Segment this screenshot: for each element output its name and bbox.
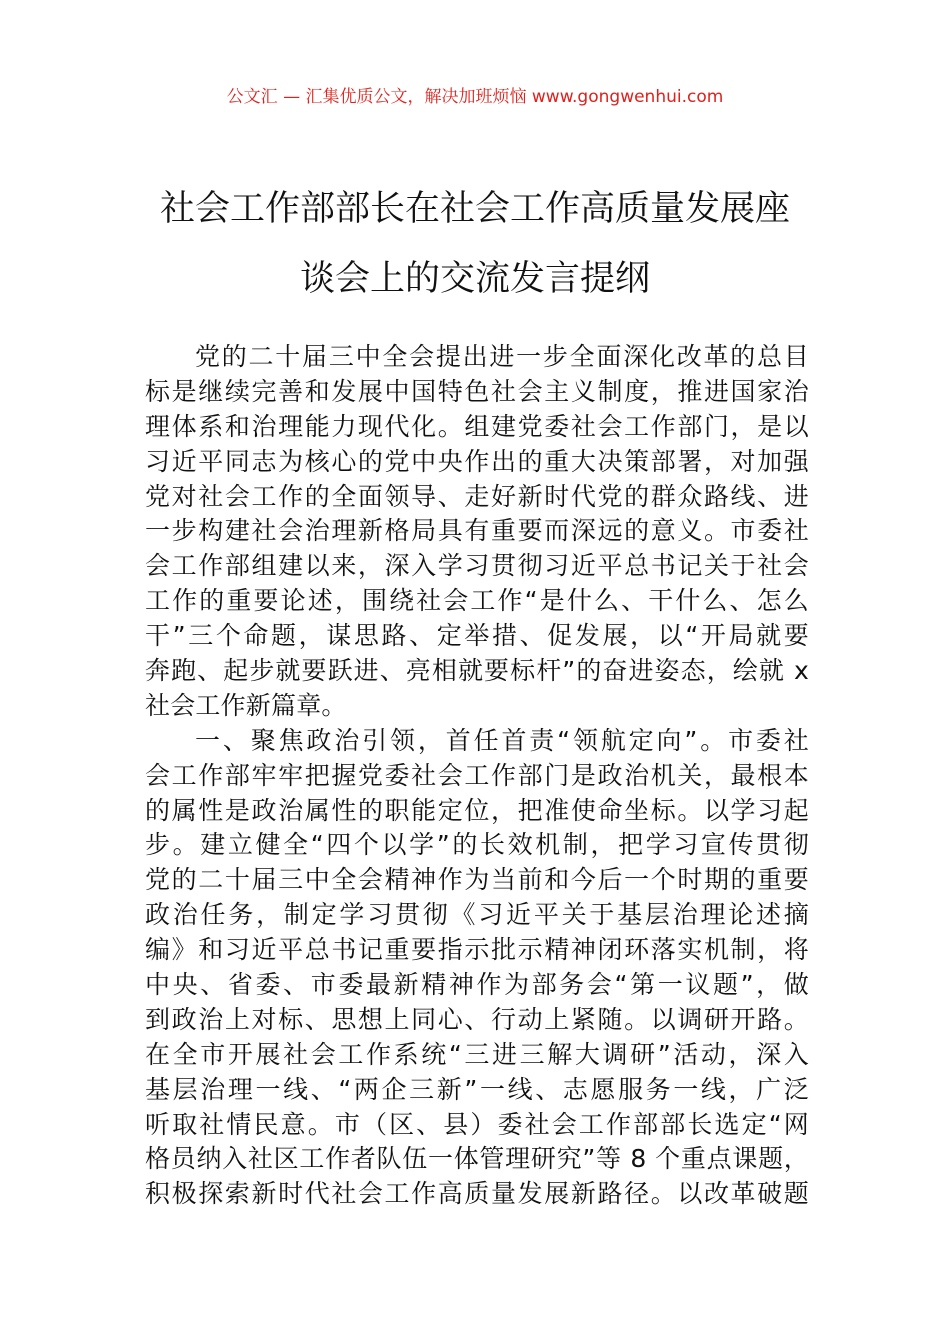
text-line: 社会工作新篇章。 [145, 690, 347, 720]
document-body [145, 340, 809, 1212]
text-line: 编》和习近平总书记重要指示批示精神闭环落实机制，将 [145, 935, 809, 965]
text-line: 奔跑、起步就要跃进、亮相就要标杆”的奋进姿态，绘就 x [145, 656, 809, 686]
text-line: 一步构建社会治理新格局具有重要而深远的意义。市委社 [145, 516, 809, 546]
text-line: 习近平同志为核心的党中央作出的重大决策部署，对加强 [145, 446, 809, 476]
text-line: 一、聚焦政治引领，首任首责“领航定向”。市委社 [195, 725, 809, 755]
text-line: 听取社情民意。市（区、县）委社会工作部部长选定“网 [145, 1109, 809, 1139]
text-line: 工作的重要论述，围绕社会工作“是什么、干什么、怎么 [145, 586, 809, 616]
text-line: 到政治上对标、思想上同心、行动上紧随。以调研开路。 [145, 1004, 809, 1034]
text-line: 干”三个命题，谋思路、定举措、促发展，以“开局就要 [145, 621, 809, 651]
text-line: 理体系和治理能力现代化。组建党委社会工作部门，是以 [145, 411, 809, 441]
text-line: 步。建立健全“四个以学”的长效机制，把学习宣传贯彻 [145, 830, 809, 860]
title-line: 谈会上的交流发言提纲 [299, 259, 650, 299]
text-line: 在全市开展社会工作系统“三进三解大调研”活动，深入 [145, 1039, 809, 1069]
watermark-header: 公文汇 — 汇集优质公文，解决加班烦恼 www.gongwenhui.com [226, 87, 724, 107]
paragraph-section-one [145, 724, 809, 1212]
text-line: 格员纳入社区工作者队伍一体管理研究”等 8 个重点课题， [145, 1144, 809, 1174]
text-line: 政治任务，制定学习贯彻《习近平关于基层治理论述摘 [145, 900, 809, 930]
text-line: 标是继续完善和发展中国特色社会主义制度，推进国家治 [145, 376, 809, 406]
paragraph-intro [145, 340, 809, 724]
text-line: 党的二十届三中全会提出进一步全面深化改革的总目 [195, 342, 809, 371]
title-line: 社会工作部部长在社会工作高质量发展座 [159, 189, 790, 229]
text-line: 基层治理一线、“两企三新”一线、志愿服务一线，广泛 [145, 1074, 809, 1104]
text-line: 积极探索新时代社会工作高质量发展新路径。以改革破题 [145, 1179, 809, 1209]
text-line: 中央、省委、市委最新精神作为部务会“第一议题”，做 [145, 970, 809, 1000]
text-line: 的属性是政治属性的职能定位，把准使命坐标。以学习起 [145, 795, 809, 825]
text-line: 会工作部组建以来，深入学习贯彻习近平总书记关于社会 [145, 551, 809, 581]
text-line: 党的二十届三中全会精神作为当前和今后一个时期的重要 [145, 865, 809, 895]
text-line: 会工作部牢牢把握党委社会工作部门是政治机关，最根本 [145, 760, 809, 790]
document-title [100, 174, 850, 314]
text-line: 党对社会工作的全面领导、走好新时代党的群众路线、进 [145, 481, 809, 511]
